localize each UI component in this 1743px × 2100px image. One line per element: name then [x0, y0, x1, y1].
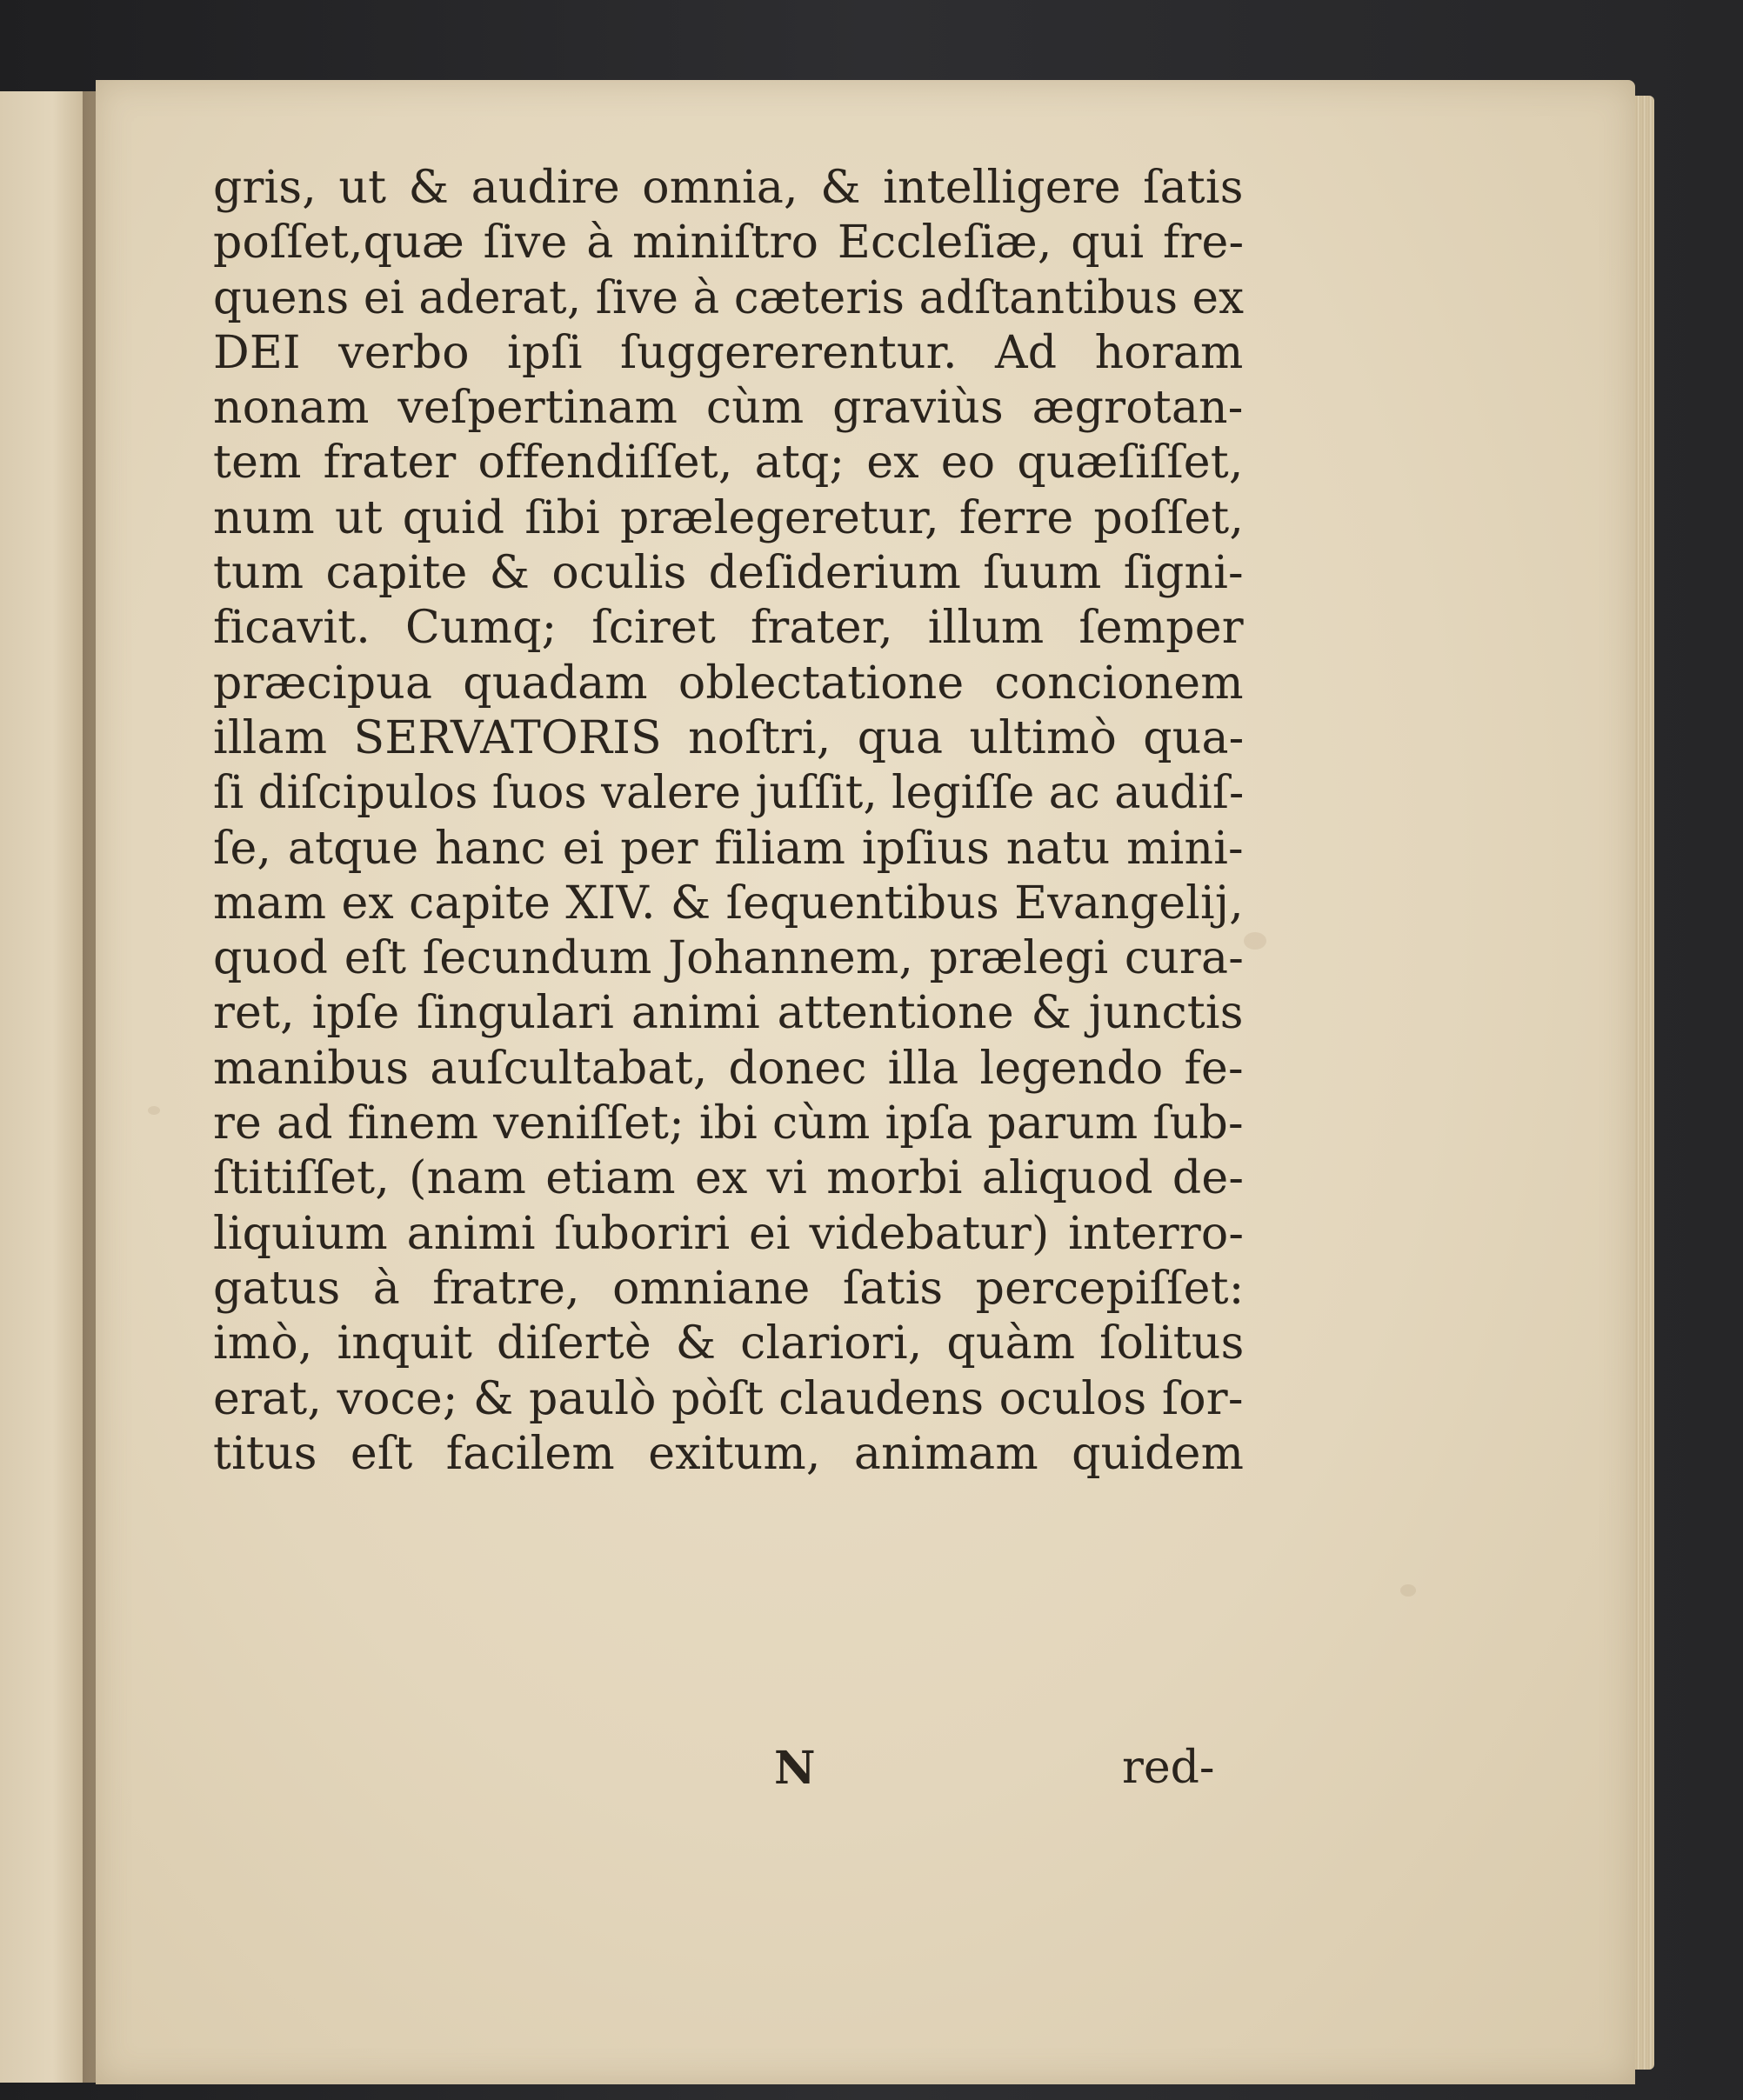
- page-body-text: [213, 161, 1244, 1482]
- text-line: erat, voce; & paulò pòſt claudens oculos ſor-: [213, 1372, 1244, 1425]
- text-line: præcipua quadam oblectatione concionem: [213, 657, 1244, 710]
- text-line: poſſet,quæ ſive à miniſtro Eccleſiæ, qui fre-: [213, 217, 1245, 270]
- text-line: ſe, atque hanc ei per filiam ipſius natu mini-: [213, 822, 1244, 875]
- text-line: manibus auſcultabat, donec illa legendo fe-: [213, 1042, 1244, 1095]
- text-line: ſi diſcipulos ſuos valere juſſit, legiſſe ac audiſ-: [213, 767, 1245, 820]
- paper-speck: [148, 1106, 160, 1115]
- text-line: ſtitiſſet, (nam etiam ex vi morbi aliquod de-: [213, 1152, 1245, 1205]
- catchword: red-: [1122, 1742, 1215, 1794]
- text-line: ret, ipſe ſingulari animi attentione & junctis: [213, 987, 1244, 1040]
- text-line: re ad finem veniſſet; ibi cùm ipſa parum ſub-: [213, 1097, 1244, 1150]
- text-line: imò, inquit diſertè & clariori, quàm ſolitus: [213, 1317, 1245, 1370]
- text-line: tum capite & oculis deſiderium ſuum ſigni-: [213, 547, 1244, 600]
- text-line: titus eſt facilem exitum, animam quidem: [213, 1427, 1245, 1480]
- text-line: gatus à fratre, omniane ſatis percepiſſet:: [213, 1262, 1245, 1315]
- text-line: tem frater offendiſſet, atq; ex eo quæſiſſet,: [213, 437, 1244, 490]
- signature-mark: N: [774, 1742, 816, 1795]
- text-line: num ut quid ſibi prælegeretur, ferre poſſet,: [213, 491, 1245, 544]
- paper-speck: [1244, 932, 1266, 950]
- paper-speck: [1400, 1584, 1416, 1597]
- text-line: quod eſt ſecundum Johannem, prælegi cura-: [213, 932, 1244, 985]
- text-line: mam ex capite XIV. & ſequentibus Evangelij,: [213, 877, 1244, 930]
- text-line: ficavit. Cumq; ſciret frater, illum ſemper: [213, 602, 1244, 655]
- text-line: quens ei aderat, ſive à cæteris adſtantibus ex: [213, 271, 1245, 324]
- text-line: liquium animi ſuboriri ei videbatur) interro-: [213, 1207, 1245, 1260]
- text-line: gris, ut & audire omnia, & intelligere ſatis: [213, 162, 1244, 214]
- text-line: illam SERVATORIS noſtri, qua ultimò qua-: [213, 711, 1245, 764]
- text-line: DEI verbo ipſi ſuggererentur. Ad horam: [213, 326, 1244, 379]
- text-line: nonam veſpertinam cùm graviùs ægrotan-: [213, 382, 1244, 435]
